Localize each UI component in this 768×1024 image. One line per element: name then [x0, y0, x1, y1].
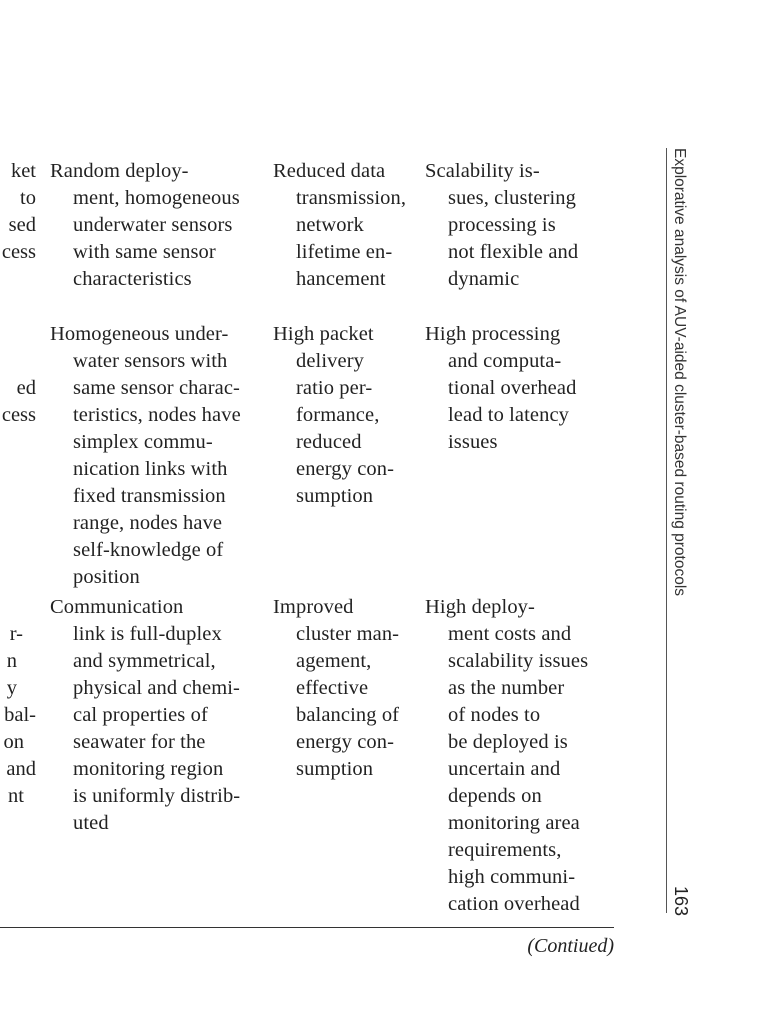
limitation-line: High processing	[425, 323, 561, 345]
limitation-line: high communi-	[448, 866, 576, 888]
advantage-line: transmission,	[296, 187, 407, 209]
limitation-line: tional overhead	[448, 377, 577, 399]
cut-cell: y	[6, 677, 17, 699]
cut-cell: ket	[10, 160, 36, 182]
limitation-line: monitoring area	[448, 812, 580, 834]
assumption-line: link is full-duplex	[73, 623, 222, 645]
limitation-line: dynamic	[448, 268, 520, 290]
assumption-line: self-knowledge of	[73, 539, 224, 561]
advantage-line: effective	[296, 677, 369, 699]
advantage-line: agement,	[296, 650, 372, 672]
cut-cell: and	[6, 758, 36, 780]
limitation-line: lead to latency	[448, 404, 570, 426]
assumption-line: and symmetrical,	[73, 650, 216, 672]
assumption-line: Random deploy-	[50, 160, 189, 182]
assumption-line: monitoring region	[73, 758, 224, 780]
running-head	[652, 148, 702, 918]
advantage-line: balancing of	[296, 704, 400, 726]
cut-cell: to	[20, 187, 36, 209]
table-bottom-rule	[0, 927, 614, 928]
cut-cell: cess	[1, 404, 36, 426]
limitation-line: not flexible and	[448, 241, 579, 263]
limitation-line: uncertain and	[448, 758, 561, 780]
continued-label: (Contiued)	[527, 935, 614, 957]
limitation-line: sues, clustering	[448, 187, 576, 209]
cut-cell: sed	[8, 214, 36, 236]
advantage-line: delivery	[296, 350, 364, 372]
advantage-line: sumption	[296, 758, 374, 780]
advantage-line: network	[296, 214, 364, 236]
advantage-line: formance,	[296, 404, 380, 426]
assumption-line: simplex commu-	[73, 431, 213, 453]
advantage-line: hancement	[296, 268, 386, 290]
cut-cell: ed	[16, 377, 36, 399]
advantage-line: energy con-	[296, 458, 395, 480]
assumption-line: with same sensor	[73, 241, 216, 263]
running-head-title: Explorative analysis of AUV-aided cluster-based routing protocols	[671, 148, 688, 597]
limitation-line: depends on	[448, 785, 542, 807]
assumption-line: underwater sensors	[73, 214, 233, 236]
cut-cell: nt	[8, 785, 24, 807]
advantage-line: ratio per-	[296, 377, 373, 399]
assumption-line: fixed transmission	[73, 485, 226, 507]
limitation-line: and computa-	[448, 350, 562, 372]
limitation-line: Scalability is-	[425, 160, 540, 182]
assumption-line: physical and chemi-	[73, 677, 240, 699]
advantage-line: reduced	[296, 431, 362, 453]
advantage-line: lifetime en-	[296, 241, 393, 263]
advantage-line: sumption	[296, 485, 374, 507]
assumption-line: water sensors with	[73, 350, 228, 372]
assumption-line: is uniformly distrib-	[73, 785, 241, 807]
advantage-line: High packet	[273, 323, 374, 345]
assumption-line: cal properties of	[73, 704, 208, 726]
cut-cell: n	[6, 650, 17, 672]
cut-cell: bal-	[4, 704, 36, 726]
cut-cell: cess	[1, 241, 36, 263]
limitation-line: be deployed is	[448, 731, 568, 753]
assumption-line: ment, homogeneous	[73, 187, 240, 209]
assumption-line: uted	[73, 812, 109, 834]
limitation-line: as the number	[448, 677, 565, 699]
advantage-line: energy con-	[296, 731, 395, 753]
limitation-line: of nodes to	[448, 704, 541, 726]
limitation-line: scalability issues	[448, 650, 589, 672]
limitation-line: processing is	[448, 214, 556, 236]
cut-cell: on	[3, 731, 24, 753]
advantage-line: Reduced data	[273, 160, 386, 182]
assumption-line: characteristics	[73, 268, 192, 290]
advantage-line: cluster man-	[296, 623, 400, 645]
assumption-line: Communication	[50, 596, 184, 618]
page-number: 163	[671, 886, 691, 917]
cut-cell: r-	[9, 623, 23, 645]
assumption-line: position	[73, 566, 140, 588]
limitation-line: issues	[448, 431, 498, 453]
limitation-line: requirements,	[448, 839, 562, 861]
assumption-line: teristics, nodes have	[73, 404, 241, 426]
assumption-line: nication links with	[73, 458, 228, 480]
assumption-line: Homogeneous under-	[50, 323, 229, 345]
limitation-line: High deploy-	[425, 596, 535, 618]
running-head-rule	[666, 148, 667, 913]
assumption-line: seawater for the	[73, 731, 206, 753]
assumption-line: same sensor charac-	[73, 377, 240, 399]
assumption-line: range, nodes have	[73, 512, 223, 534]
limitation-line: ment costs and	[448, 623, 572, 645]
limitation-line: cation overhead	[448, 893, 580, 915]
advantage-line: Improved	[273, 596, 354, 618]
